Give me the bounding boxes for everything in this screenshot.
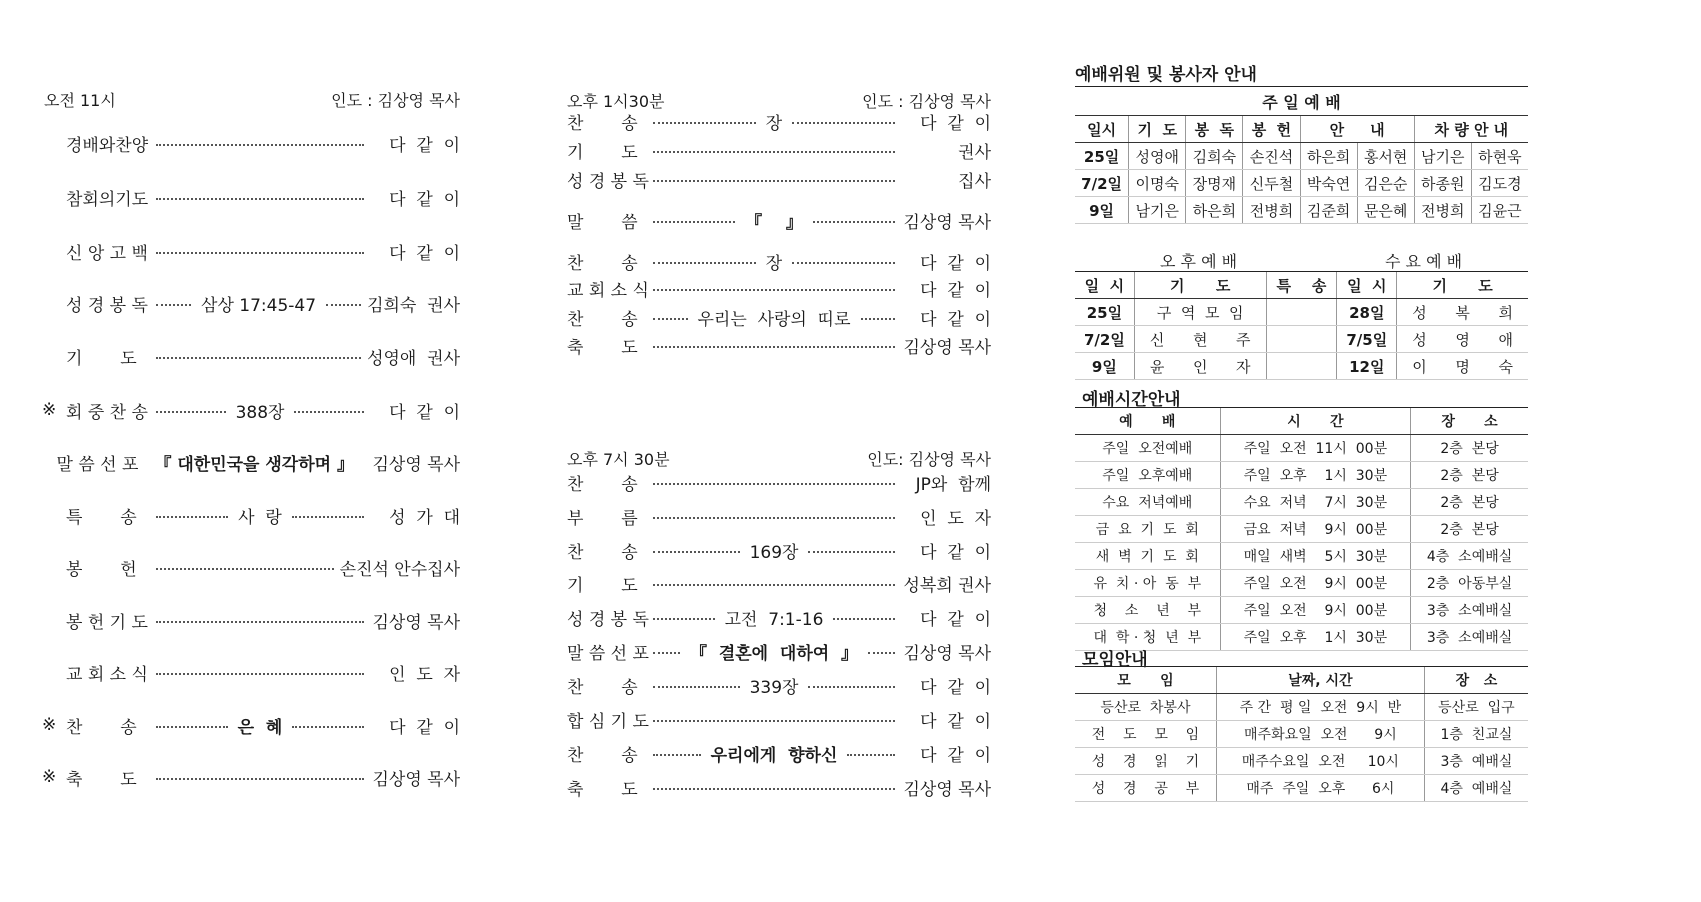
meetings-table [1075, 666, 1528, 802]
item-detail: 장 [765, 253, 783, 274]
table-row [1075, 435, 1528, 462]
item-detail: 우리에게 향하신 [710, 745, 838, 766]
table-cell: 매일 새벽 5시 30분 [1220, 543, 1411, 570]
table-cell: 2층 본당 [1411, 516, 1528, 543]
column-header: 날짜, 시간 [1216, 667, 1424, 694]
table-cell: 주일 오전 9시 00분 [1220, 597, 1411, 624]
item-label: 부 름 [567, 508, 638, 529]
order-item [42, 765, 460, 789]
table-cell: 주일 오전 11시 00분 [1220, 435, 1411, 462]
table-cell: 전 도 모 임 [1075, 721, 1216, 748]
item-leader: 다 같 이 [389, 135, 460, 156]
leader-dots [653, 289, 895, 291]
pm-wed-header-row [1075, 272, 1528, 299]
table-cell: 2층 아동부실 [1411, 570, 1528, 597]
item-leader: 집사 [958, 171, 991, 192]
item-leader: 김상영 목사 [903, 643, 992, 664]
item-detail: 삼상 17:45-47 [201, 295, 317, 316]
leader-dots [653, 584, 895, 586]
table-cell: 김은순 [1357, 170, 1414, 197]
item-leader: 김상영 목사 [903, 212, 991, 233]
order-item [567, 707, 991, 731]
item-label: 축 도 [567, 779, 638, 800]
item-label: 교 회 소 식 [567, 280, 649, 301]
item-detail: 『 』 [745, 212, 803, 233]
leader-dots [653, 686, 740, 688]
leader-dots [156, 304, 191, 306]
column-header: 봉 독 [1186, 116, 1243, 143]
table-cell: 전병희 [1414, 197, 1471, 224]
item-label: 찬 송 [66, 717, 137, 738]
item-label: 특 송 [66, 507, 137, 528]
leader-dots [156, 252, 364, 254]
table-cell: 9일 [1075, 353, 1134, 380]
table-row [1075, 694, 1528, 721]
order-item [42, 239, 460, 263]
order-item [42, 503, 460, 527]
table-cell: 매주 주일 오후 6시 [1216, 775, 1424, 802]
table-cell: 금요 저녁 9시 00분 [1220, 516, 1411, 543]
servants-section-title: 예배위원 및 봉사자 안내 [1075, 65, 1257, 85]
table-cell: 매주수요일 오전 10시 [1216, 748, 1424, 775]
table-row [1075, 489, 1528, 516]
leader-dots [653, 618, 715, 620]
item-leader: 인 도 자 [920, 508, 991, 529]
table-cell: 하은희 [1186, 197, 1243, 224]
column-header: 일시 [1075, 116, 1129, 143]
evening-leader: 인도: 김상영 목사 [867, 450, 991, 469]
leader-dots [808, 686, 895, 688]
table-cell: 2층 본당 [1411, 435, 1528, 462]
item-detail: 장 [765, 113, 783, 134]
item-label: 성 경 봉 독 [567, 171, 649, 192]
item-detail: 169장 [749, 542, 799, 563]
item-label: 참회의기도 [66, 189, 149, 210]
schedule-table [1075, 407, 1528, 651]
item-label: 교 회 소 식 [66, 664, 148, 685]
item-leader: 다 같 이 [920, 609, 991, 630]
table-cell: 등산로 차봉사 [1075, 694, 1216, 721]
item-leader: 김상영 목사 [372, 769, 460, 790]
item-label: 경배와찬양 [66, 135, 149, 156]
schedule-header-row [1075, 408, 1528, 435]
column-header: 일 시 [1337, 272, 1397, 299]
item-leader: 김상영 목사 [372, 612, 460, 633]
table-cell: 구 역 모 임 [1134, 299, 1266, 326]
item-leader: 다 같 이 [920, 745, 992, 766]
table-cell: 2층 본당 [1411, 489, 1528, 516]
order-item [567, 673, 991, 697]
order-item [567, 305, 991, 329]
leader-dots [653, 483, 895, 485]
item-leader: 김희숙 권사 [367, 295, 460, 316]
sunday-title: 주 일 예 배 [1075, 87, 1528, 116]
table-row [1075, 143, 1528, 170]
item-label: 말 씀 선 포 [567, 643, 649, 664]
table-cell: 신두철 [1243, 170, 1300, 197]
item-leader: 다 같 이 [920, 309, 991, 330]
item-label: 말 씀 선 포 [56, 454, 139, 475]
table-cell: 신 현 주 [1134, 326, 1266, 353]
leader-dots [808, 551, 895, 553]
item-detail: 우리는 사랑의 띠로 [697, 309, 851, 330]
leader-dots [156, 621, 364, 623]
leader-dots [653, 788, 895, 790]
item-label: 봉 헌 기 도 [66, 612, 148, 633]
item-leader: 김상영 목사 [372, 454, 460, 475]
leader-dots [292, 726, 364, 728]
column-header: 기 도 [1129, 116, 1186, 143]
table-cell: 손진석 [1243, 143, 1300, 170]
item-label: 기 도 [567, 142, 638, 163]
morning-header [44, 88, 460, 111]
column-header: 기 도 [1397, 272, 1528, 299]
leader-dots [156, 778, 364, 780]
leader-dots [653, 151, 895, 153]
item-leader: JP와 함께 [915, 474, 991, 495]
item-leader: 손진석 안수집사 [339, 559, 460, 580]
item-detail: 『 대한민국을 생각하며 』 [154, 454, 354, 475]
table-cell: 하종원 [1414, 170, 1471, 197]
item-label: 찬 송 [567, 745, 638, 766]
table-cell: 성 복 희 [1397, 299, 1528, 326]
table-cell: 박숙연 [1300, 170, 1357, 197]
schedule-section-title: 예배시간안내 [1082, 390, 1181, 410]
wed-title: 수 요 예 배 [1385, 252, 1463, 271]
item-leader: 다 같 이 [920, 280, 991, 301]
table-cell: 2층 본당 [1411, 462, 1528, 489]
column-header: 예 배 [1075, 408, 1220, 435]
leader-dots [653, 180, 895, 182]
item-label: 말 씀 [567, 212, 638, 233]
order-item [567, 741, 991, 765]
table-row [1075, 170, 1528, 197]
order-item [567, 571, 991, 595]
column-header: 기 도 [1134, 272, 1266, 299]
item-label: 성 경 봉 독 [567, 609, 649, 630]
table-cell: 수요 저녁예배 [1075, 489, 1220, 516]
item-leader: 권사 [958, 142, 991, 163]
table-row [1075, 748, 1528, 775]
table-cell: 김준희 [1300, 197, 1357, 224]
column-header: 시 간 [1220, 408, 1411, 435]
item-label: 축 도 [567, 337, 638, 358]
leader-dots [653, 221, 735, 223]
servants-header-row [1075, 116, 1528, 143]
table-cell: 새 벽 기 도 회 [1075, 543, 1220, 570]
table-cell: 이명숙 [1129, 170, 1186, 197]
table-row [1075, 543, 1528, 570]
table-cell: 3층 소예배실 [1411, 624, 1528, 651]
table-cell: 4층 소예배실 [1411, 543, 1528, 570]
afternoon-leader: 인도 : 김상영 목사 [862, 92, 991, 111]
table-row [1075, 326, 1528, 353]
table-cell: 7/5일 [1337, 326, 1397, 353]
item-label: 합 심 기 도 [567, 711, 649, 732]
table-cell: 1층 친교실 [1424, 721, 1528, 748]
order-item [567, 276, 991, 300]
table-cell: 윤 인 자 [1134, 353, 1266, 380]
table-cell: 성 경 공 부 [1075, 775, 1216, 802]
table-cell: 25일 [1075, 299, 1134, 326]
table-cell: 3층 소예배실 [1411, 597, 1528, 624]
item-detail: 388장 [235, 402, 285, 423]
table-row [1075, 721, 1528, 748]
item-label: 기 도 [567, 575, 638, 596]
order-item [567, 109, 991, 133]
item-detail: 고전 7:1-16 [724, 609, 824, 630]
order-item [42, 608, 460, 632]
leader-dots [653, 720, 895, 722]
order-item [567, 167, 991, 191]
order-item [42, 713, 460, 737]
table-cell: 전병희 [1243, 197, 1300, 224]
leader-dots [653, 517, 895, 519]
leader-dots [653, 551, 740, 553]
table-row [1075, 197, 1528, 224]
item-label: 성 경 봉 독 [66, 295, 148, 316]
table-cell: 하은희 [1300, 143, 1357, 170]
order-item [567, 208, 991, 232]
item-label: 찬 송 [567, 474, 638, 495]
afternoon-time: 오후 1시30분 [567, 92, 665, 111]
leader-dots [813, 221, 895, 223]
order-item [567, 333, 991, 357]
order-item [567, 639, 991, 663]
leader-dots [861, 318, 896, 320]
table-cell: 4층 예배실 [1424, 775, 1528, 802]
item-detail: 『 결혼에 대하여 』 [689, 643, 859, 664]
table-cell [1266, 299, 1337, 326]
leader-dots [156, 198, 364, 200]
item-leader: 다 같 이 [389, 717, 460, 738]
table-cell: 김도경 [1471, 170, 1528, 197]
leader-dots [653, 346, 895, 348]
item-label: 축 도 [66, 769, 137, 790]
item-label: 신 앙 고 백 [66, 243, 148, 264]
table-row [1075, 516, 1528, 543]
evening-header [567, 447, 991, 470]
leader-dots [653, 262, 756, 264]
leader-dots [653, 318, 688, 320]
leader-dots [156, 516, 228, 518]
table-cell: 주일 오후예배 [1075, 462, 1220, 489]
order-item [42, 291, 460, 315]
column-header: 일 시 [1075, 272, 1134, 299]
order-item [42, 344, 460, 368]
order-item [42, 450, 460, 474]
morning-time: 오전 11시 [44, 91, 116, 110]
pm-wed-table [1075, 271, 1528, 380]
leader-dots [653, 754, 701, 756]
item-leader: 다 같 이 [920, 113, 991, 134]
order-item [42, 398, 460, 422]
item-leader: 다 같 이 [920, 677, 991, 698]
order-item [42, 660, 460, 684]
table-cell: 장명재 [1186, 170, 1243, 197]
order-item [567, 605, 991, 629]
order-item [567, 538, 991, 562]
pm-title: 오 후 예 배 [1160, 252, 1238, 271]
leader-dots [156, 411, 226, 413]
servants-table [1075, 86, 1528, 224]
order-item [42, 555, 460, 579]
table-cell: 매주화요일 오전 9시 [1216, 721, 1424, 748]
table-cell: 김희숙 [1186, 143, 1243, 170]
order-item [567, 138, 991, 162]
table-cell: 주일 오후 1시 30분 [1220, 624, 1411, 651]
leader-dots [156, 726, 228, 728]
leader-dots [792, 122, 895, 124]
standing-mark: ※ [42, 400, 57, 420]
meetings-header-row [1075, 667, 1528, 694]
table-cell: 대 학 · 청 년 부 [1075, 624, 1220, 651]
column-header: 모 임 [1075, 667, 1216, 694]
table-cell [1266, 326, 1337, 353]
table-cell: 28일 [1337, 299, 1397, 326]
table-row [1075, 299, 1528, 326]
meetings-section-title: 모임안내 [1082, 650, 1148, 670]
order-item [567, 249, 991, 273]
table-cell: 김윤근 [1471, 197, 1528, 224]
leader-dots [294, 411, 364, 413]
item-leader: 김상영 목사 [903, 337, 991, 358]
leader-dots [833, 618, 895, 620]
item-leader: 다 같 이 [389, 243, 460, 264]
column-header: 장 소 [1411, 408, 1528, 435]
column-header: 안 내 [1300, 116, 1414, 143]
leader-dots [156, 568, 334, 570]
standing-mark: ※ [42, 767, 57, 787]
order-item [567, 775, 991, 799]
table-row [1075, 462, 1528, 489]
order-item [567, 470, 991, 494]
item-leader: 김상영 목사 [903, 779, 991, 800]
item-leader: 성영애 권사 [367, 348, 460, 369]
table-cell: 유 치 · 아 동 부 [1075, 570, 1220, 597]
leader-dots [847, 754, 895, 756]
table-cell: 25일 [1075, 143, 1129, 170]
standing-mark: ※ [42, 715, 57, 735]
table-cell: 성영애 [1129, 143, 1186, 170]
morning-leader: 인도 : 김상영 목사 [331, 91, 460, 110]
table-row [1075, 775, 1528, 802]
item-label: 찬 송 [567, 542, 638, 563]
leader-dots [292, 516, 364, 518]
order-item [42, 131, 460, 155]
column-header: 차 량 안 내 [1414, 116, 1528, 143]
table-cell: 성 영 애 [1397, 326, 1528, 353]
leader-dots [868, 652, 895, 654]
item-leader: 다 같 이 [920, 542, 991, 563]
item-detail: 339장 [749, 677, 799, 698]
column-header: 봉 헌 [1243, 116, 1300, 143]
table-cell: 문은혜 [1357, 197, 1414, 224]
item-label: 찬 송 [567, 113, 638, 134]
item-label: 찬 송 [567, 677, 638, 698]
table-cell: 주 간 평 일 오전 9시 반 [1216, 694, 1424, 721]
leader-dots [653, 652, 680, 654]
item-detail: 사 랑 [238, 507, 282, 528]
table-cell: 9일 [1075, 197, 1129, 224]
item-leader: 성 가 대 [389, 507, 460, 528]
leader-dots [792, 262, 895, 264]
table-cell: 주일 오후 1시 30분 [1220, 462, 1411, 489]
table-row [1075, 570, 1528, 597]
table-cell: 12일 [1337, 353, 1397, 380]
leader-dots [156, 673, 364, 675]
item-label: 회 중 찬 송 [66, 402, 148, 423]
table-cell: 주일 오전 9시 00분 [1220, 570, 1411, 597]
table-cell: 등산로 입구 [1424, 694, 1528, 721]
table-cell: 하현욱 [1471, 143, 1528, 170]
table-cell: 7/2일 [1075, 170, 1129, 197]
column-header: 특 송 [1266, 272, 1337, 299]
leader-dots [156, 357, 361, 359]
table-row [1075, 353, 1528, 380]
item-label: 찬 송 [567, 253, 638, 274]
item-detail: 은 혜 [237, 717, 283, 738]
table-row [1075, 597, 1528, 624]
table-cell: 7/2일 [1075, 326, 1134, 353]
leader-dots [653, 122, 756, 124]
order-item [567, 504, 991, 528]
table-cell: 홍서현 [1357, 143, 1414, 170]
item-leader: 성복희 권사 [903, 575, 991, 596]
table-cell: 이 명 숙 [1397, 353, 1528, 380]
table-cell: 금 요 기 도 회 [1075, 516, 1220, 543]
item-leader: 다 같 이 [920, 711, 991, 732]
table-cell: 남기은 [1129, 197, 1186, 224]
item-leader: 인 도 자 [389, 664, 460, 685]
table-cell: 청 소 년 부 [1075, 597, 1220, 624]
item-label: 찬 송 [567, 309, 638, 330]
table-cell: 성 경 읽 기 [1075, 748, 1216, 775]
item-label: 기 도 [66, 348, 137, 369]
item-leader: 다 같 이 [389, 402, 460, 423]
table-cell: 남기은 [1414, 143, 1471, 170]
item-leader: 다 같 이 [920, 253, 991, 274]
leader-dots [156, 144, 364, 146]
leader-dots [326, 304, 361, 306]
item-label: 봉 헌 [66, 559, 137, 580]
table-cell: 수요 저녁 7시 30분 [1220, 489, 1411, 516]
order-item [42, 185, 460, 209]
table-cell: 주일 오전예배 [1075, 435, 1220, 462]
evening-time: 오후 7시 30분 [567, 450, 670, 469]
item-leader: 다 같 이 [389, 189, 460, 210]
column-header: 장 소 [1424, 667, 1528, 694]
table-cell [1266, 353, 1337, 380]
table-cell: 3층 예배실 [1424, 748, 1528, 775]
